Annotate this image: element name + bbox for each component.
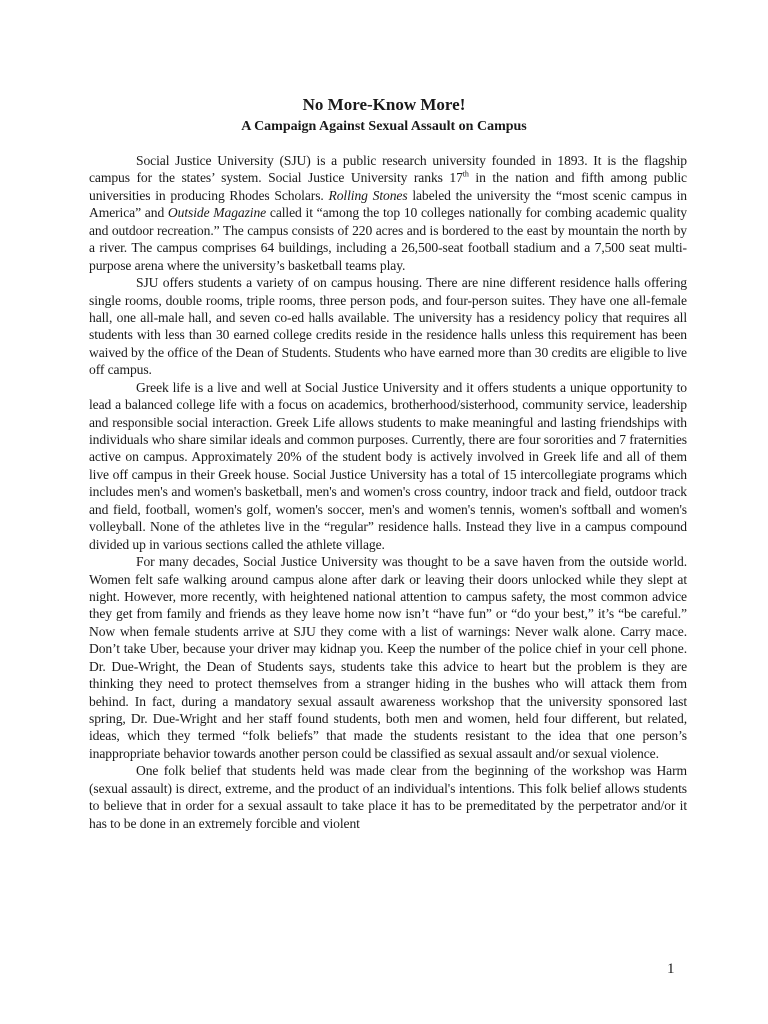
document-title: No More-Know More! [302,95,466,114]
paragraph-1-part-a: Social Justice University (SJU) is a public research university founded in 1893. It is the flagship campus for the states’ system. Social Justice University ranks 17 [89,153,687,186]
document-subtitle: A Campaign Against Sexual Assault on Campus [241,119,527,134]
publication-name-rolling-stones: Rolling Stones [328,187,408,203]
document-body [89,152,687,832]
paragraph-5: One folk belief that students held was made clear from the beginning of the workshop was Harm (sexual assault) is direct, extreme, and the product of an individual's intentions. This folk belief allows students to believe that in order for a sexual assault to take place it has to be premeditated by the perpetrator and/or it has to be done in an extremely forcible and violent [89,763,687,831]
ordinal-suffix: th [462,169,469,179]
paragraph-2: SJU offers students a variety of on campus housing. There are nine different residence halls offering single rooms, double rooms, triple rooms, three person pods, and four-person suites. They have one all-female hall, one all-male hall, and seven co-ed halls available. The university has a residency policy that requires all students with less than 30 earned college credits reside in the residence halls unless this requirement has been waived by the office of the Dean of Students. Students who have earned more than 30 credits are eligible to live off campus. [89,275,687,378]
paragraph-3: Greek life is a live and well at Social Justice University and it offers students a unique opportunity to lead a balanced college life with a focus on academics, brotherhood/sisterhood, community service, leadership and responsible social interaction. Greek Life allows students to make meaningful and lasting friendships with individuals who share similar ideals and common purposes. Currently, there are four sororities and 7 fraternities active on campus. Approximately 20% of the student body is actively involved in Greek life and all of them live off campus in their Greek house. Social Justice University has a total of 15 intercollegiate programs which includes men's and women's basketball, men's and women's cross country, indoor track and field, outdoor track and field, football, women's golf, women's soccer, men's and women's tennis, women's softball and women's volleyball. None of the athletes live in the “regular” residence halls. Instead they live in a campus compound divided up in various sections called the athlete village. [89,379,687,552]
page-number: 1 [667,961,675,977]
paragraph-1-part-c: labeled the university the “most scenic campus in America” and [89,187,688,221]
paragraph-1 [89,152,687,274]
paragraph-4: For many decades, Social Justice University was thought to be a save haven from the outside world. Women felt safe walking around campus alone after dark or leaving their doors unlocked while they slept at night. However, more recently, with heightened national attention to campus safety, the most common advice they get from family and friends as they leave home now isn’t “have fun” or “do your best,” it’s “be careful.” Now when female students arrive at SJU they come with a list of warnings: Never walk alone. Carry mace. Don’t take Uber, because your driver may kidnap you. Keep the number of the police chief in your cell phone. Dr. Due-Wright, the Dean of Students says, students take this advice to heart but the problem is they are thinking they need to protect themselves from a stranger hiding in the bushes who will attack them from behind. In fact, during a mandatory sexual assault awareness workshop that the university sponsored last spring, Dr. Due-Wright and her staff found students, both men and women, held four different, but related, ideas, which they termed “folk beliefs” that made the students resistant to the idea that one person’s inappropriate behavior towards another person could be classified as sexual assault and/or sexual violence. [89,554,687,761]
paragraph-1-part-d: called it “among the top 10 colleges nationally for combing academic quality and outdoor recreation.” The campus consists of 220 acres and is bordered to the east by mountain the north by a river. The campus comprises 64 buildings, including a 26,500-seat football stadium and a 7,500 seat multi-purpose arena where the university’s basketball teams play. [89,205,687,273]
publication-name-outside-magazine: Outside Magazine [167,205,267,221]
paragraph-1-part-b: in the nation and fifth among public universities in producing Rhodes Scholars. [89,170,687,203]
